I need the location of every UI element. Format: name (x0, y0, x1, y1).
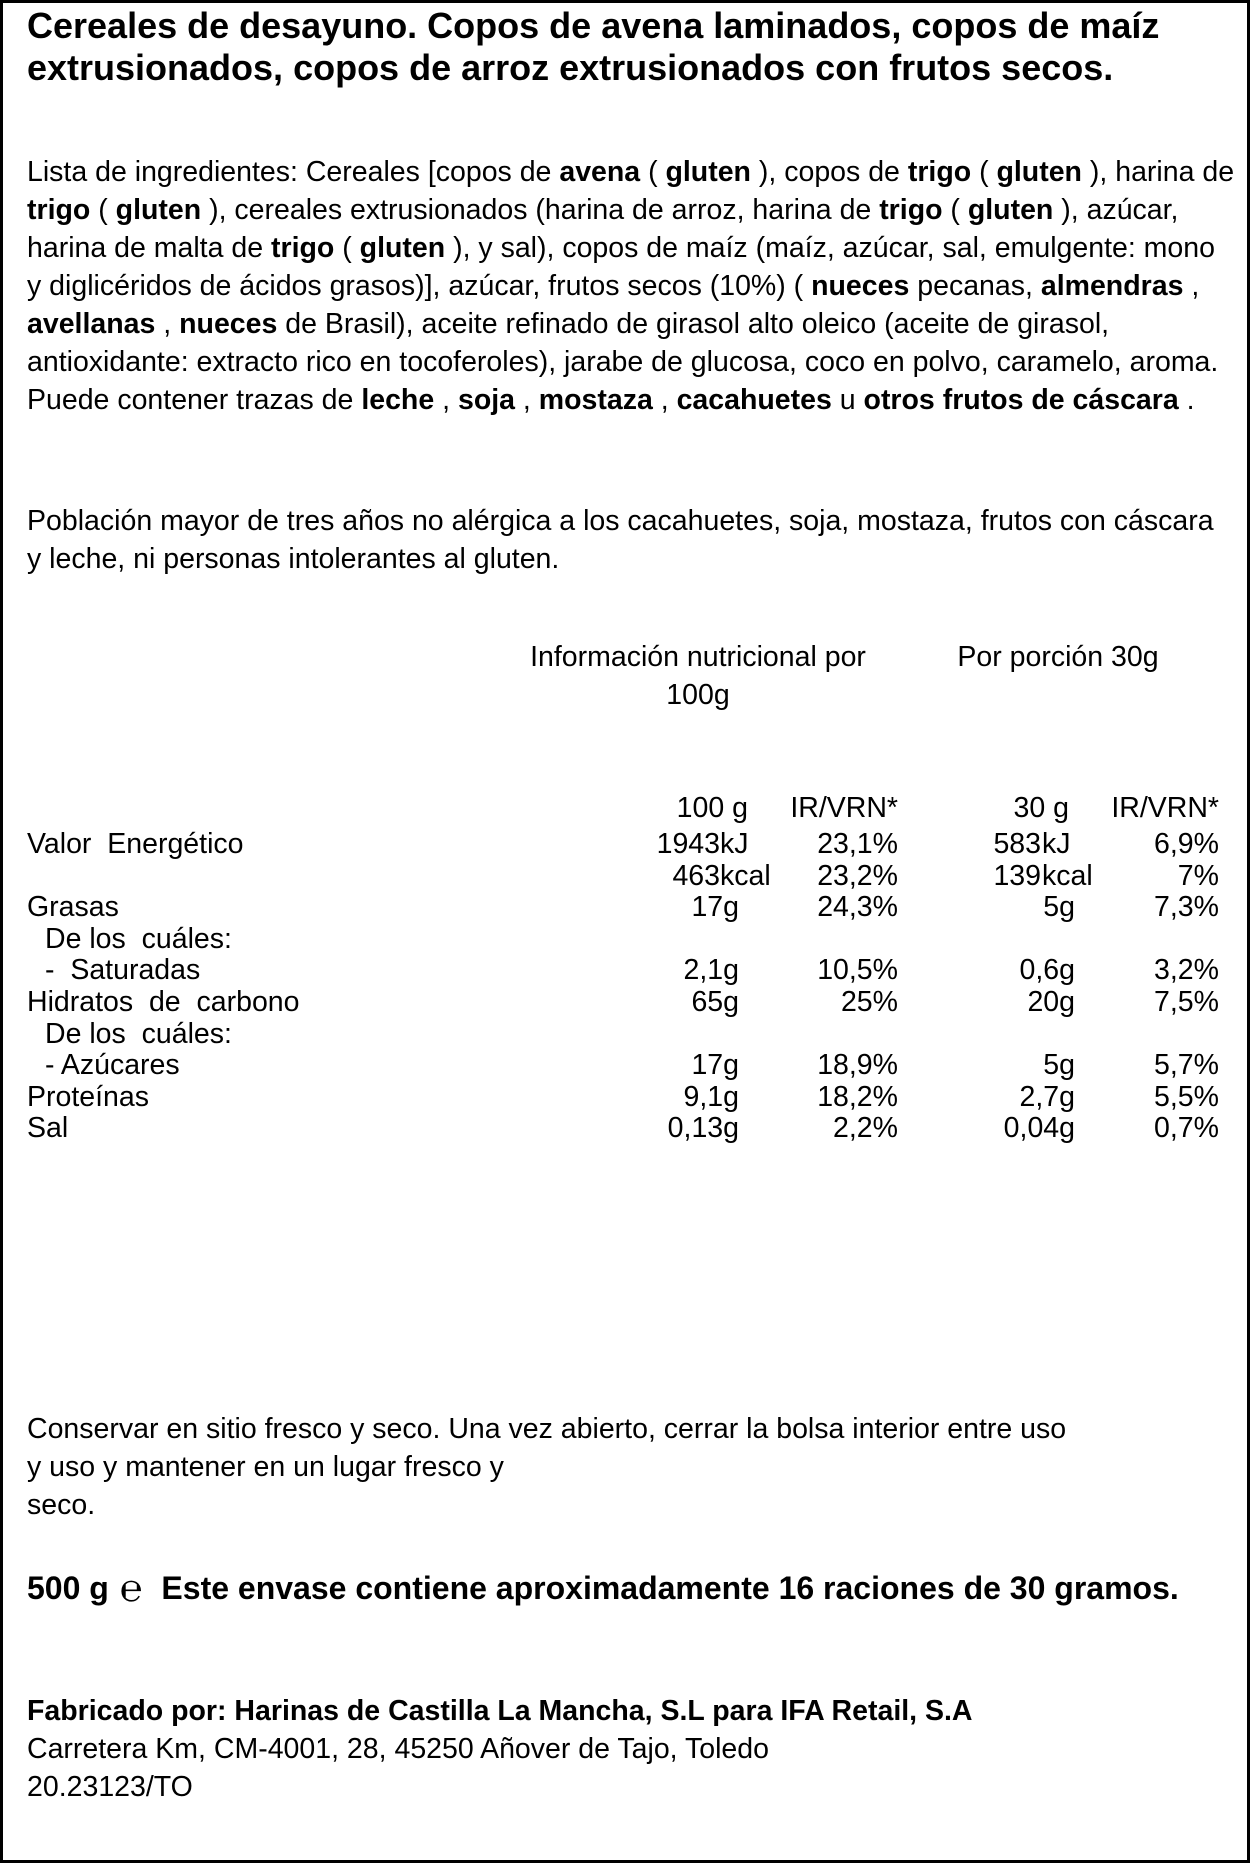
ingredient-text: ( (90, 194, 116, 226)
unit-30g: kJ (1042, 828, 1071, 860)
servings-text: Este envase contiene aproximadamente 16 raciones de 30 gramos. (161, 1570, 1179, 1606)
ingredient-text: , (652, 384, 677, 416)
manufacturer-address: Carretera Km, CM-4001, 28, 45250 Añover de Tajo, Toledo (27, 1733, 769, 1765)
manufacturer-line: Fabricado por: Harinas de Castilla La Mancha, S.L para IFA Retail, S.A (27, 1695, 973, 1727)
nutrient-label: - Saturadas (45, 954, 201, 987)
allergen-highlight: almendras (1040, 270, 1184, 302)
ir-100g: 25% (840, 986, 898, 1018)
value-100g: 17g (691, 1049, 739, 1082)
value-30g: 5g (1043, 891, 1075, 924)
ingredient-text: u (831, 384, 864, 416)
ingredient-text: Lista de ingredientes: Cereales [copos de (27, 156, 560, 188)
column-header-100g: 100 g (676, 792, 748, 824)
allergen-highlight: soja (457, 384, 515, 416)
ingredient-text: ( (971, 156, 997, 188)
ir-100g: 18,2% (817, 1080, 898, 1113)
ir-30g: 7,5% (1154, 986, 1219, 1018)
ir-30g: 0,7% (1154, 1112, 1219, 1145)
ir-100g: 18,9% (817, 1049, 898, 1082)
ir-30g: 7% (1177, 859, 1219, 892)
ingredient-text: , (155, 308, 180, 340)
value-30g: 583 (993, 828, 1041, 860)
allergen-highlight: trigo (27, 194, 91, 226)
ir-30g: 7,3% (1154, 891, 1219, 924)
storage-line-3: seco. (27, 1489, 96, 1521)
allergen-highlight: trigo (879, 194, 943, 226)
unit-100g: kcal (720, 859, 771, 892)
nutrient-label: Hidratos de carbono (27, 986, 300, 1018)
value-30g: 2,7g (1019, 1080, 1075, 1113)
allergen-highlight: avena (559, 156, 641, 188)
ingredient-text: ( (334, 232, 360, 264)
allergen-highlight: gluten (967, 194, 1054, 226)
ir-30g: 5,7% (1154, 1049, 1219, 1082)
nutrient-label: Sal (27, 1112, 69, 1145)
storage-line-2: y uso y mantener en un lugar fresco y (27, 1451, 504, 1483)
value-100g: 9,1g (683, 1080, 739, 1113)
registry-code: 20.23123/TO (27, 1771, 193, 1803)
allergen-highlight: gluten (665, 156, 751, 188)
ingredient-text: ), copos de (750, 156, 908, 188)
storage-instructions (27, 1410, 1227, 1524)
allergen-highlight: leche (361, 384, 435, 416)
ingredient-text: . (1178, 384, 1195, 416)
nutrient-label: Proteínas (27, 1080, 149, 1113)
ingredient-text: ( (942, 194, 968, 226)
product-title: Cereales de desayuno. Copos de avena laminados, copos de maíz extrusionados, copos de arroz extrusionados con frutos secos. (27, 5, 1160, 88)
ir-30g: 3,2% (1154, 954, 1219, 987)
nutrient-label: De los cuáles: (45, 922, 232, 955)
ingredient-text: ), harina de (1081, 156, 1235, 188)
allergen-highlight: mostaza (538, 384, 653, 416)
nutrient-label: Valor Energético (27, 828, 244, 860)
nutrient-label: Grasas (27, 891, 119, 924)
ir-100g: 23,2% (817, 859, 898, 892)
ingredient-text: , (1183, 270, 1200, 302)
nutrition-header-per-100g: Información nutricional por 100g (530, 641, 866, 711)
value-30g: 0,04g (1003, 1112, 1075, 1145)
target-population: Población mayor de tres años no alérgica a los cacahuetes, soja, mostaza, frutos con cáscara y leche, ni personas intolerantes al gluten. (27, 505, 1214, 575)
value-30g: 0,6g (1019, 954, 1075, 987)
ingredient-text: ( (640, 156, 666, 188)
allergen-highlight: gluten (359, 232, 446, 264)
allergen-highlight: cacahuetes (676, 384, 832, 416)
net-quantity (27, 1566, 1227, 1611)
ir-30g: 5,5% (1154, 1080, 1219, 1113)
ir-100g: 2,2% (833, 1112, 898, 1145)
estimated-sign-icon: ℮ (119, 1568, 143, 1610)
allergen-highlight: gluten (996, 156, 1082, 188)
value-100g: 0,13g (667, 1112, 739, 1145)
ingredient-text: pecanas, (909, 270, 1041, 302)
value-30g: 139 (993, 859, 1041, 892)
unit-30g: kcal (1042, 859, 1093, 892)
allergen-highlight: gluten (115, 194, 202, 226)
column-header-30g: 30 g (1013, 792, 1069, 824)
column-header-ir-100g: IR/VRN* (790, 792, 898, 824)
ingredient-text: ), azúcar, harina de malta de (27, 194, 1179, 264)
ingredient-text: de Brasil), aceite refinado de girasol alto oleico (aceite de girasol, antioxidante: extracto rico en tocoferoles), jarabe de glucosa, coco en polvo, caramelo, aroma. Puede contener trazas de (27, 308, 1219, 416)
ingredient-text: ), y sal), copos de maíz (maíz, azúcar, sal, emulgente: mono y diglicéridos de ácidos grasos)], azúcar, frutos secos (10%) ( (27, 232, 1215, 302)
manufacturer-info (27, 1692, 1227, 1806)
nutrition-column-headers (3, 790, 1250, 827)
value-30g: 5g (1043, 1049, 1075, 1082)
allergen-highlight: trigo (907, 156, 972, 188)
nutrition-row (3, 1110, 1250, 1147)
value-100g: 17g (691, 891, 739, 924)
value-100g: 2,1g (683, 954, 739, 987)
value-100g: 65g (691, 986, 739, 1018)
ingredient-text: ), cereales extrusionados (harina de arroz, harina de (201, 194, 880, 226)
allergen-highlight: otros frutos de cáscara (863, 384, 1179, 416)
allergen-highlight: avellanas (27, 308, 156, 340)
column-header-ir-30g: IR/VRN* (1111, 792, 1219, 824)
storage-line-1: Conservar en sitio fresco y seco. Una vez abierto, cerrar la bolsa interior entre uso (27, 1413, 1067, 1445)
ir-100g: 24,3% (817, 891, 898, 924)
ingredient-text: , (515, 384, 539, 416)
nutrition-header-per-portion: Por porción 30g (957, 641, 1159, 673)
allergen-highlight: nueces (811, 270, 910, 302)
ir-100g: 10,5% (817, 954, 898, 987)
unit-100g: kJ (720, 828, 749, 860)
value-30g: 20g (1027, 986, 1075, 1018)
value-100g: 1943 (656, 828, 720, 860)
ingredient-text: , (434, 384, 458, 416)
nutrient-label: De los cuáles: (45, 1017, 232, 1050)
nutrient-label: - Azúcares (45, 1049, 180, 1082)
value-100g: 463 (672, 859, 720, 892)
ir-100g: 23,1% (817, 828, 898, 860)
allergen-highlight: trigo (271, 232, 335, 264)
allergen-highlight: nueces (179, 308, 278, 340)
net-weight: 500 g (27, 1570, 109, 1606)
ir-30g: 6,9% (1154, 828, 1219, 860)
ingredients-list (27, 153, 1237, 419)
